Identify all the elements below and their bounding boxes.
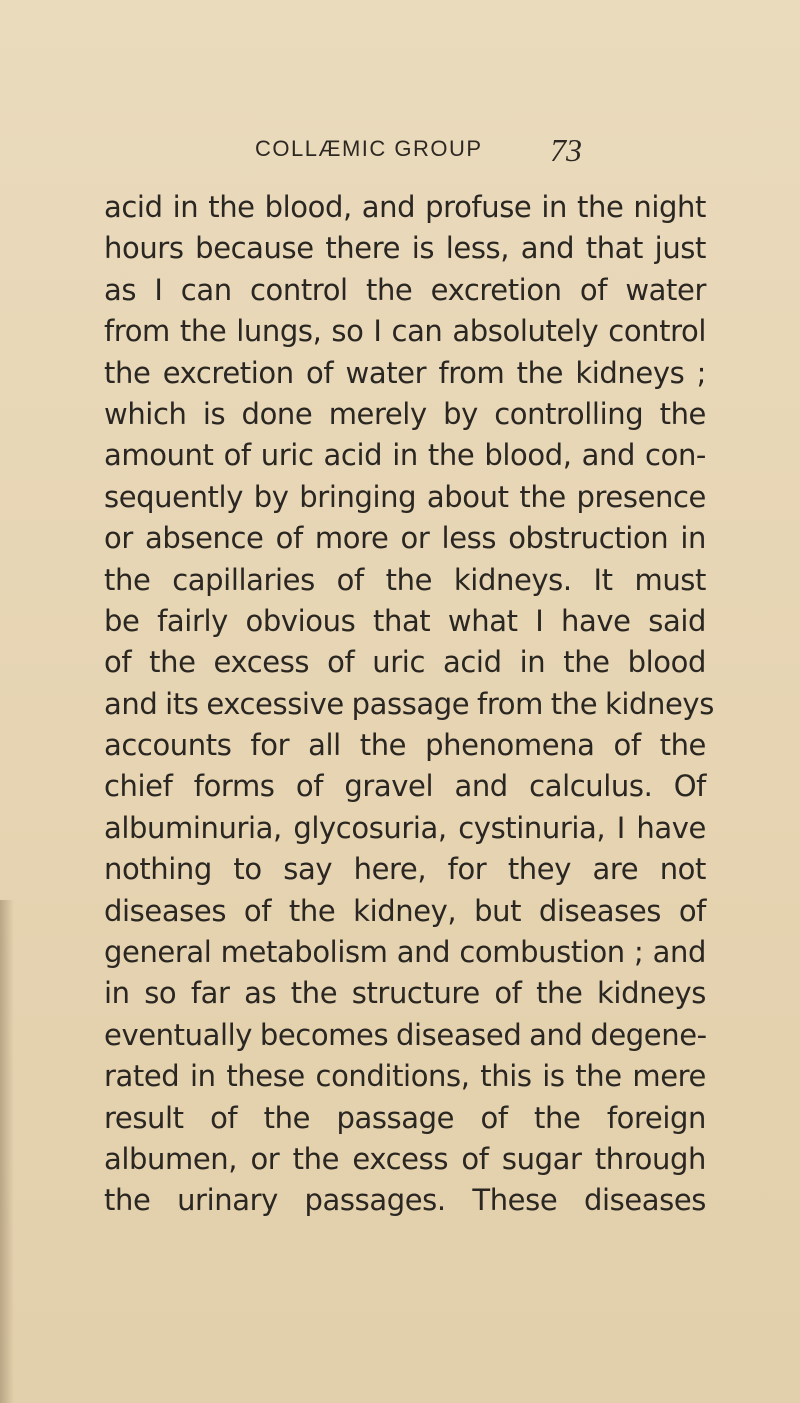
text-line: chief forms of gravel and calculus. Of: [104, 769, 706, 804]
running-head: [0, 132, 800, 176]
text-line: general metabolism and combustion ; and: [104, 935, 706, 970]
text-line: acid in the blood, and profuse in the night: [104, 190, 706, 224]
text-line: amount of uric acid in the blood, and con-: [104, 438, 706, 473]
text-line: sequently by bringing about the presence: [104, 479, 706, 514]
text-line: albuminuria, glycosuria, cystinuria, I have: [104, 810, 706, 845]
text-line: rated in these conditions, this is the mere: [104, 1059, 706, 1094]
text-line: of the excess of uric acid in the blood: [104, 645, 706, 680]
page-shadow-edge: [0, 900, 14, 1403]
text-line: diseases of the kidney, but diseases of: [104, 893, 706, 928]
body-text: [104, 187, 714, 1222]
running-head-title: COLLÆMIC GROUP: [255, 136, 483, 161]
page-number: 73: [550, 132, 582, 168]
text-line: result of the passage of the foreign: [104, 1100, 706, 1135]
text-line: eventually becomes diseased and degene-: [104, 1017, 707, 1052]
text-line: nothing to say here, for they are not: [104, 852, 706, 887]
text-line: the excretion of water from the kidneys ;: [104, 355, 706, 390]
text-line: the urinary passages. These diseases: [104, 1183, 706, 1218]
text-line: as I can control the excretion of water: [104, 272, 706, 307]
text-line: in so far as the structure of the kidneys: [104, 976, 706, 1011]
text-line: and its excessive passage from the kidneys: [104, 686, 714, 721]
text-line: from the lungs, so I can absolutely control: [104, 314, 706, 349]
text-line: hours because there is less, and that just: [104, 231, 706, 266]
text-line: or absence of more or less obstruction in: [104, 521, 706, 556]
text-line: which is done merely by controlling the: [104, 396, 706, 431]
text-line: albumen, or the excess of sugar through: [104, 1141, 706, 1176]
text-line: accounts for all the phenomena of the: [104, 728, 706, 763]
text-line: be fairly obvious that what I have said: [104, 603, 706, 638]
text-line: the capillaries of the kidneys. It must: [104, 562, 706, 597]
